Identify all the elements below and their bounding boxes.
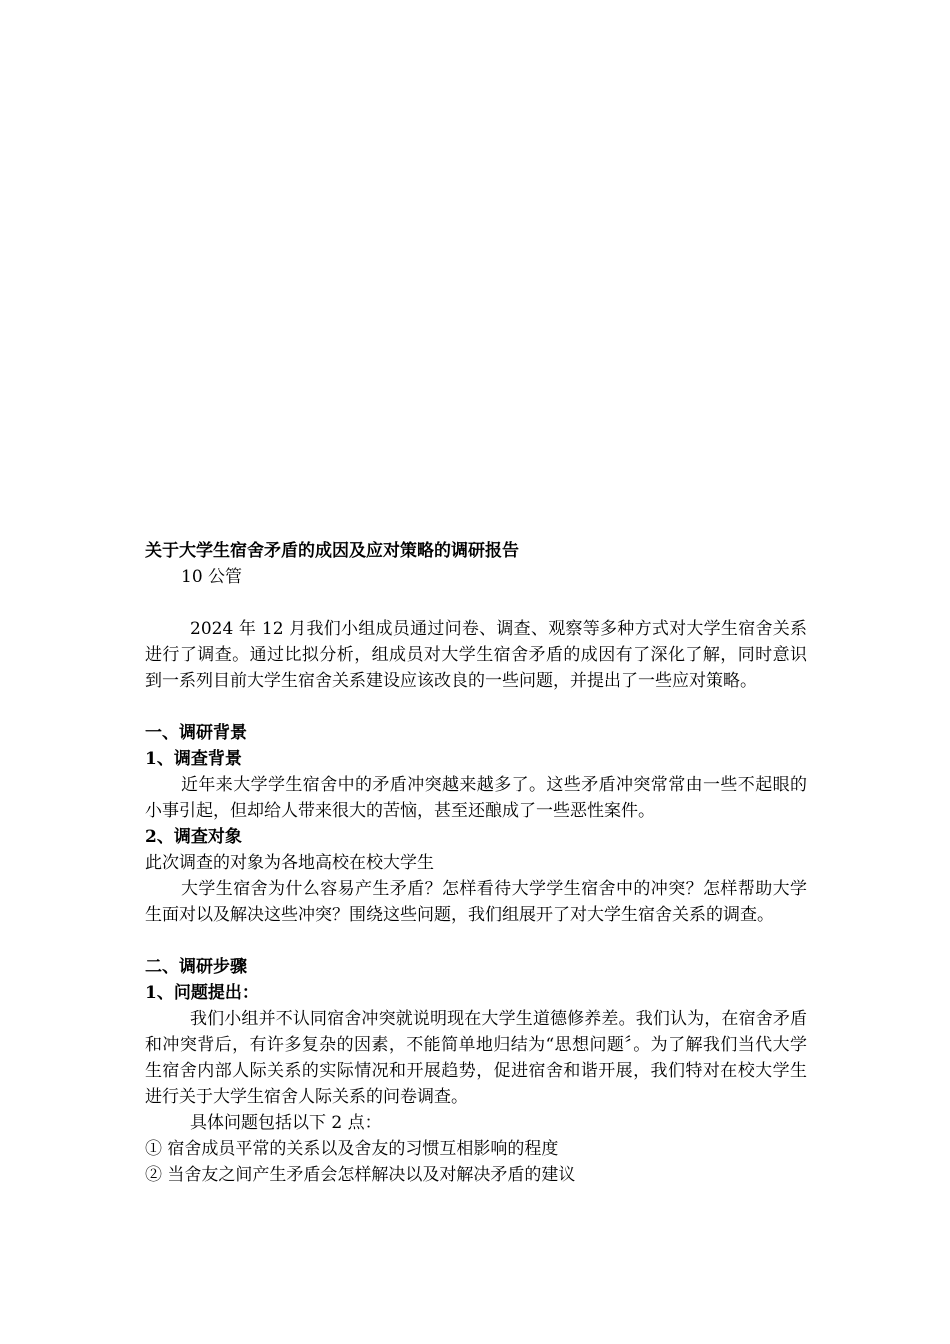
section2-sub1-paragraph: 我们小组并不认同宿舍冲突就说明现在大学生道德修养差。我们认为，在宿舍矛盾和冲突背后，有许多复杂的因素，不能简单地归结为“思想问题〞。为了解我们当代大学生宿舍内部人际关系的实际情况和开展趋势，促进宿舍和谐开展，我们特对在校大学生进行关于大学生宿舍人际关系的问卷调查。: [145, 1009, 807, 1107]
section1-sub1-heading: 1、调查背景: [145, 749, 242, 769]
section1-sub2-text: 此次调查的对象为各地高校在校大学生: [145, 853, 434, 873]
section1-sub1-paragraph: 近年来大学学生宿舍中的矛盾冲突越来越多了。这些矛盾冲突常常由一些不起眼的小事引起，但却给人带来很大的苦恼，甚至还酿成了一些恶性案件。: [145, 775, 807, 821]
document-body: [145, 538, 807, 1188]
list-item: ① 宿舍成员平常的关系以及舍友的习惯互相影响的程度: [145, 1139, 559, 1159]
blank-line: [145, 928, 807, 954]
points-intro: 具体问题包括以下 2 点：: [190, 1113, 382, 1133]
abstract-paragraph: 2024 年 12 月我们小组成员通过问卷、调查、观察等多种方式对大学生宿舍关系进行了调查。通过比拟分析，组成员对大学生宿舍矛盾的成因有了深化了解，同时意识到一系列目前大学生宿舍关系建设应该改良的一些问题，并提出了一些应对策略。: [145, 619, 807, 691]
section2-sub1-heading: 1、问题提出：: [145, 983, 259, 1003]
section1-heading: 一、调研背景: [145, 723, 247, 743]
section1-sub2-paragraph: 大学生宿舍为什么容易产生矛盾？怎样看待大学学生宿舍中的冲突？怎样帮助大学生面对以及解决这些冲突？围绕这些问题，我们组展开了对大学生宿舍关系的调查。: [145, 879, 807, 925]
document-title: 关于大学生宿舍矛盾的成因及应对策略的调研报告: [145, 541, 519, 561]
section2-heading: 二、调研步骤: [145, 957, 247, 977]
blank-line: [145, 590, 807, 616]
section1-sub2-heading: 2、调查对象: [145, 827, 242, 847]
list-item: ② 当舍友之间产生矛盾会怎样解决以及对解决矛盾的建议: [145, 1165, 576, 1185]
document-author: 10 公管: [181, 567, 243, 587]
blank-line: [145, 694, 807, 720]
